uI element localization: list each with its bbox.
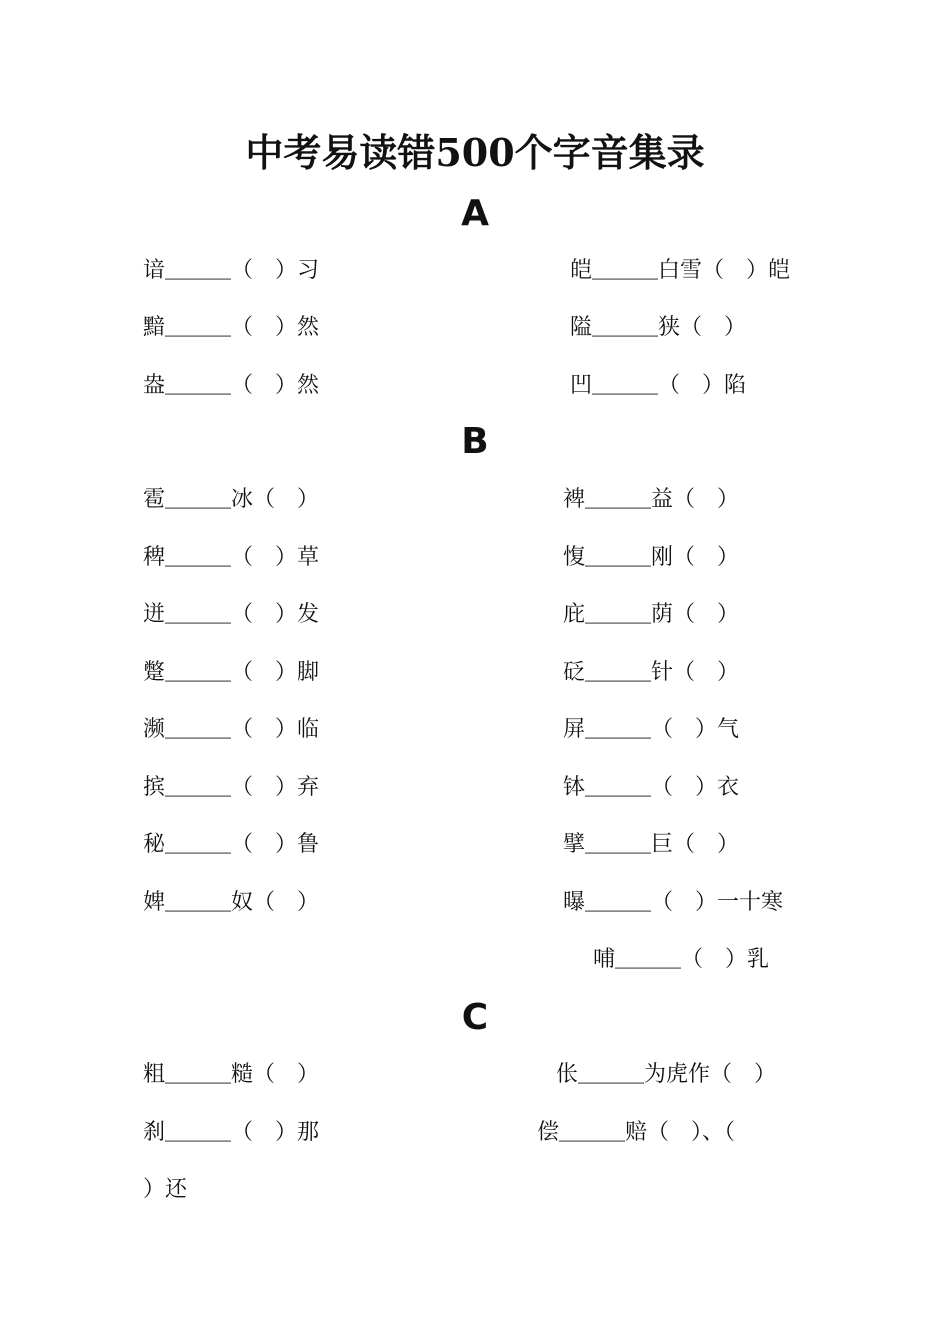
entry-chang-hu: 伥＿＿＿为虎作（ ） [556,1062,777,1087]
entry-bi-yi: 裨＿＿＿益（ ） [563,487,740,512]
entry-an-xi: 谙＿＿＿（ ）习 [143,258,320,283]
entry-bo-yi: 钵＿＿＿（ ）衣 [563,775,740,800]
entry-ao-xian: 凹＿＿＿（ ）陷 [570,373,747,398]
entry-bai-cao: 稗＿＿＿（ ）草 [143,545,320,570]
entry-bie-jiao: 蹩＿＿＿（ ）脚 [143,660,320,685]
entry-bao-bing: 雹＿＿＿冰（ ） [143,487,320,512]
entry-bin-lin: 濒＿＿＿（ ）临 [143,717,320,742]
entry-chang-pei: 偿＿＿＿赔（ ）、（ [537,1120,736,1145]
entry-bi-yin: 庇＿＿＿荫（ ） [563,602,740,627]
section-heading-c: C [461,997,489,1038]
entry-beng-fa: 迸＿＿＿（ ）发 [143,602,320,627]
entry-ai-baixue: 皑＿＿＿白雪（ ）皑 [570,258,791,283]
entry-bo-ju: 擘＿＿＿巨（ ） [563,832,740,857]
entry-cu-cao: 粗＿＿＿糙（ ） [143,1062,320,1087]
entry-ai-xia: 隘＿＿＿狭（ ） [570,315,747,340]
entry-bing-qi: 屏＿＿＿（ ）气 [563,717,740,742]
entry-ang-ran: 盎＿＿＿（ ）然 [143,373,320,398]
entry-pu-han: 曝＿＿＿（ ）一十寒 [563,890,784,915]
entry-huan-continuation: ）还 [143,1177,188,1202]
entry-bu-ru: 哺＿＿＿（ ）乳 [593,947,770,972]
entry-an-ran: 黯＿＿＿（ ）然 [143,315,320,340]
section-heading-b: B [461,421,489,462]
entry-bi-nu: 婢＿＿＿奴（ ） [143,890,320,915]
entry-cha-na: 刹＿＿＿（ ）那 [143,1120,320,1145]
page-title: 中考易读错500个字音集录 [245,130,705,175]
entry-bin-qi: 摈＿＿＿（ ）弃 [143,775,320,800]
entry-bi-gang: 愎＿＿＿刚（ ） [563,545,740,570]
section-heading-a: A [461,193,489,234]
entry-bi-lu: 秘＿＿＿（ ）鲁 [143,832,320,857]
entry-bian-zhen: 砭＿＿＿针（ ） [563,660,740,685]
